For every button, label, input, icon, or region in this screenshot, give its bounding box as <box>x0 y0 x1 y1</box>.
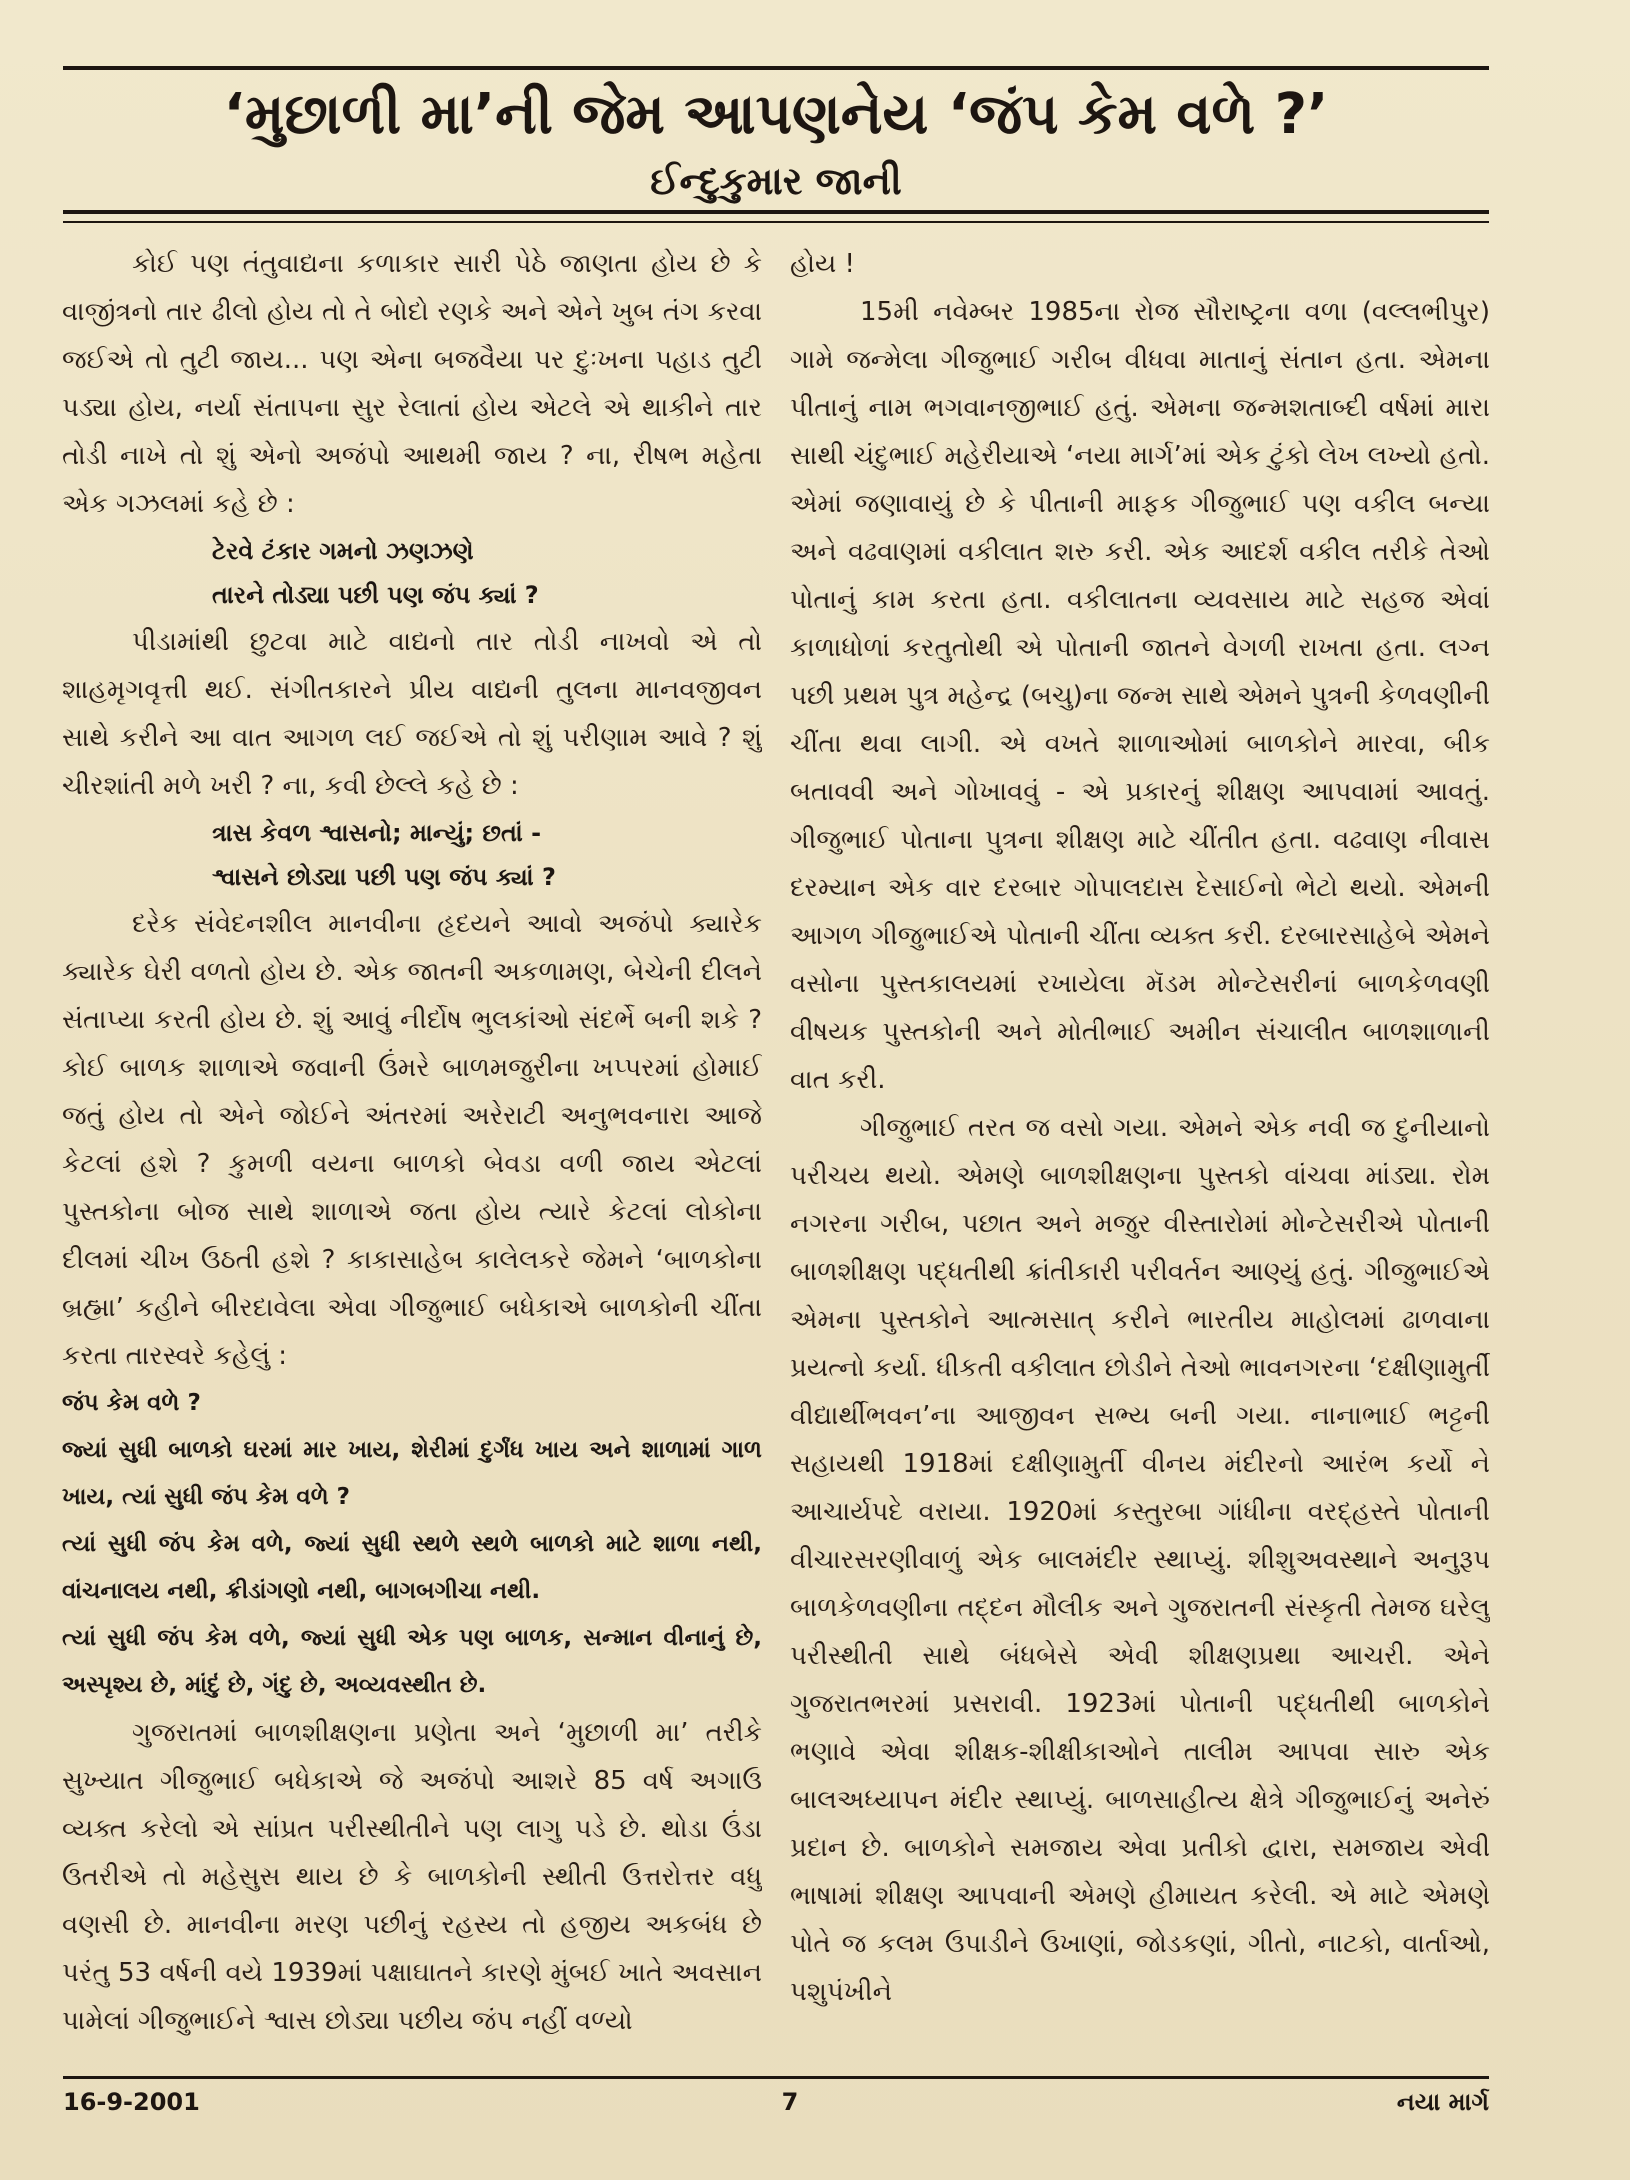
paragraph: પીડામાંથી છુટવા માટે વાદ્યનો તાર તોડી નાખવો એ તો શાહમૃગવૃત્તી થઈ. સંગીતકારને પ્રીય વાદ્યની તુલના માનવજીવન સાથે કરીને આ વાત આગળ લઈ જઈએ તો શું પરીણામ આવે ? શું ચીરશાંતી મળે ખરી ? ના, કવી છેલ્લે કહે છે : <box>62 627 762 801</box>
verse-line: શ્વાસને છોડ્યા પછી પણ જંપ ક્યાં ? <box>212 863 556 891</box>
left-column <box>62 240 762 2070</box>
paragraph: કોઈ પણ તંતુવાદ્યના કળાકાર સારી પેઠે જાણતા હોય છે કે વાજીંત્રનો તાર ઢીલો હોય તો તે બોદો રણકે અને એને ખુબ તંગ કરવા જઈએ તો તુટી જાય... પણ એના બજવૈયા પર દુઃખના પહાડ તુટી પડ્યા હોય, નર્યા સંતાપના સુર રેલાતાં હોય એટલે એ થાકીને તાર તોડી નાખે તો શું એનો અજંપો આથમી જાય ? ના, રીષભ મહેતા એક ગઝલમાં કહે છે : <box>62 249 762 519</box>
verse-line: ટેરવે ટંકાર ગમનો ઝણઝણે <box>212 537 474 565</box>
footer-date: 16-9-2001 <box>63 2088 200 2116</box>
paragraph: 15મી નવેમ્બર 1985ના રોજ સૌરાષ્ટ્રના વળા (વલ્લભીપુર) ગામે જન્મેલા ગીજુભાઈ ગરીબ વીધવા માતાનું સંતાન હતા. એમના પીતાનું નામ ભગવાનજીભાઈ હતું. એમના જન્મશતાબ્દી વર્ષમાં મારા સાથી ચંદુભાઈ મહેરીયાએ ‘નયા માર્ગ’માં એક ટુંકો લેખ લખ્યો હતો. એમાં જણાવાયું છે કે પીતાની માફક ગીજુભાઈ પણ વકીલ બન્યા અને વઢવાણમાં વકીલાત શરુ કરી. એક આદર્શ વકીલ તરીકે તેઓ પોતાનું કામ કરતા હતા. વકીલાતના વ્યવસાય માટે સહજ એવાં કાળાધોળાં કરતુતોથી એ પોતાની જાતને વેગળી રાખતા હતા. લગ્ન પછી પ્રથમ પુત્ર મહેન્દ્ર (બચુ)ના જન્મ સાથે એમને પુત્રની કેળવણીની ચીંતા થવા લાગી. એ વખતે શાળાઓમાં બાળકોને મારવા, બીક બતાવવી અને ગોખાવવું - એ પ્રકારનું શીક્ષણ આપવામાં આવતું. ગીજુભાઈ પોતાના પુત્રના શીક્ષણ માટે ચીંતીત હતા. વઢવાણ નીવાસ દરમ્યાન એક વાર દરબાર ગોપાલદાસ દેસાઈનો ભેટો થયો. એમની આગળ ગીજુભાઈએ પોતાની ચીંતા વ્યક્ત કરી. દરબારસાહેબે એમને વસોના પુસ્તકાલયમાં રખાયેલા મૅડમ મોન્ટેસરીનાં બાળકેળવણી વીષયક પુસ્તકોની અને મોતીભાઈ અમીન સંચાલીત બાળશાળાની વાત કરી. <box>790 297 1490 1095</box>
magazine-name: નયા માર્ગ <box>1396 2088 1489 2116</box>
quote-line: ત્યાં સુધી જંપ કેમ વળે, જ્યાં સુધી એક પણ બાળક, સન્માન વીનાનું છે, અસ્પૃશ્ય છે, માંદું છે, ગંદુ છે, અવ્યવસ્થીત છે. <box>62 1625 762 1698</box>
paragraph: ગુજરાતમાં બાળશીક્ષણના પ્રણેતા અને ‘મુછાળી મા’ તરીકે સુખ્યાત ગીજુભાઈ બધેકાએ જે અજંપો આશરે 85 વર્ષ અગાઉ વ્યક્ત કરેલો એ સાંપ્રત પરીસ્થીતીને પણ લાગુ પડે છે. થોડા ઉંડા ઉતરીએ તો મહેસુસ થાય છે કે બાળકોની સ્થીતી ઉત્તરોત્તર વધુ વણસી છે. માનવીના મરણ પછીનું રહસ્ય તો હજીય અકબંધ છે પરંતુ 53 વર્ષની વયે 1939માં પક્ષાઘાતને કારણે મુંબઈ ખાતે અવસાન પામેલાં ગીજુભાઈને શ્વાસ છોડ્યા પછીય જંપ નહીં વળ્યો <box>62 1718 762 2036</box>
verse-line: ત્રાસ કેવળ શ્વાસનો; માન્યું; છતાં - <box>212 819 542 847</box>
top-rule <box>63 66 1489 70</box>
paragraph: દરેક સંવેદનશીલ માનવીના હૃદયને આવો અજંપો ક્યારેક ક્યારેક ઘેરી વળતો હોય છે. એક જાતની અકળામણ, બેચેની દીલને સંતાપ્યા કરતી હોય છે. શું આવું નીર્દોષ ભુલકાંઓ સંદર્ભે બની શકે ? કોઈ બાળક શાળાએ જવાની ઉંમરે બાળમજુરીના ખપ્પરમાં હોમાઈ જતું હોય તો એને જોઈને અંતરમાં અરેરાટી અનુભવનારા આજે કેટલાં હશે ? કુમળી વયના બાળકો બેવડા વળી જાય એટલાં પુસ્તકોના બોજ સાથે શાળાએ જતા હોય ત્યારે કેટલાં લોકોના દીલમાં ચીખ ઉઠતી હશે ? કાકાસાહેબ કાલેલકરે જેમને ‘બાળકોના બ્રહ્મા’ કહીને બીરદાવેલા એવા ગીજુભાઈ બધેકાએ બાળકોની ચીંતા કરતા તારસ્વરે કહેલું : <box>62 909 762 1371</box>
page-number: 7 <box>781 2088 799 2116</box>
quote-line: જ્યાં સુધી બાળકો ઘરમાં માર ખાય, શેરીમાં દુર્ગંધ ખાય અને શાળામાં ગાળ ખાય, ત્યાં સુધી જંપ કેમ વળે ? <box>62 1437 762 1510</box>
footer-rule <box>63 2076 1489 2079</box>
header-rule-thick <box>63 210 1489 214</box>
quote-line: જંપ કેમ વળે ? <box>62 1390 201 1416</box>
article-author: ઈન્દુકુમાર જાની <box>650 159 902 203</box>
right-column <box>790 240 1490 2070</box>
quote-line: ત્યાં સુધી જંપ કેમ વળે, જ્યાં સુધી સ્થળે સ્થળે બાળકો માટે શાળા નથી, વાંચનાલય નથી, ક્રીડાંગણો નથી, બાગબગીચા નથી. <box>62 1531 762 1604</box>
article-title: ‘મુછાળી મા’ની જેમ આપણનેય ‘જંપ કેમ વળે ?’ <box>223 82 1329 147</box>
header-rule-thin <box>63 221 1489 223</box>
paragraph: ગીજુભાઈ તરત જ વસો ગયા. એમને એક નવી જ દુનીયાનો પરીચય થયો. એમણે બાળશીક્ષણના પુસ્તકો વાંચવા માંડ્યા. રોમ નગરના ગરીબ, પછાત અને મજુર વીસ્તારોમાં મોન્ટેસરીએ પોતાની બાળશીક્ષણ પદ્ધતીથી ક્રાંતીકારી પરીવર્તન આણ્યું હતું. ગીજુભાઈએ એમના પુસ્તકોને આત્મસાત્ કરીને ભારતીય માહોલમાં ઢાળવાના પ્રયત્નો કર્યા. ધીકતી વકીલાત છોડીને તેઓ ભાવનગરના ‘દક્ષીણામુર્તી વીદ્યાર્થીભવન’ના આજીવન સભ્ય બની ગયા. નાનાભાઈ ભટ્ટની સહાયથી 1918માં દક્ષીણામુર્તી વીનય મંદીરનો આરંભ કર્યો ને આચાર્યપદે વરાયા. 1920માં કસ્તુરબા ગાંધીના વરદ્હસ્તે પોતાની વીચારસરણીવાળું એક બાલમંદીર સ્થાપ્યું. શીશુઅવસ્થાને અનુરૂપ બાળકેળવણીના તદ્દન મૌલીક અને ગુજરાતની સંસ્કૃતી તેમજ ઘરેલુ પરીસ્થીતી સાથે બંધબેસે એવી શીક્ષણપ્રથા આચરી. એને ગુજરાતભરમાં પ્રસરાવી. 1923માં પોતાની પદ્ધતીથી બાળકોને ભણાવે એવા શીક્ષક-શીક્ષીકાઓને તાલીમ આપવા સારુ એક બાલઅધ્યાપન મંદીર સ્થાપ્યું. બાળસાહીત્ય ક્ષેત્રે ગીજુભાઈનું અનેરું પ્રદાન છે. બાળકોને સમજાય એવા પ્રતીકો દ્વારા, સમજાય એવી ભાષામાં શીક્ષણ આપવાની એમણે હીમાયત કરેલી. એ માટે એમણે પોતે જ કલમ ઉપાડીને ઉખાણાં, જોડકણાં, ગીતો, નાટકો, વાર્તાઓ, પશુપંખીને <box>790 1113 1490 2007</box>
verse-line: તારને તોડ્યા પછી પણ જંપ ક્યાં ? <box>212 581 539 609</box>
paragraph: હોય ! <box>790 249 855 279</box>
